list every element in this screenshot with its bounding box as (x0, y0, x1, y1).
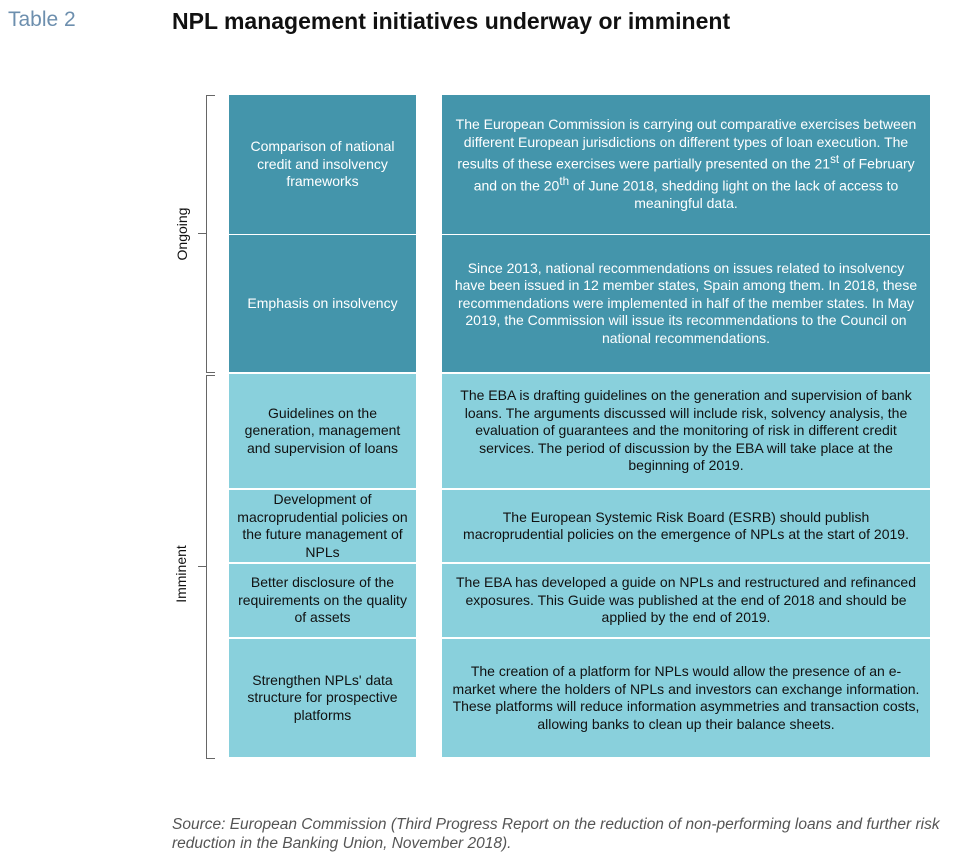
group-label-ongoing: Ongoing (174, 207, 190, 261)
initiative-cell: Strengthen NPLs' data structure for prospective platforms (229, 639, 416, 757)
initiative-cell: Development of macroprudential policies on the future management of NPLs (229, 490, 416, 562)
group-label-imminent: Imminent (173, 545, 189, 603)
source-note: Source: European Commission (Third Progress Report on the reduction of non-performing loans and further risk reduction in the Banking Union, November 2018). (172, 816, 940, 852)
description-cell: The European Systemic Risk Board (ESRB) should publish macroprudential policies on the emergence of NPLs at the start of 2019. (442, 490, 930, 562)
ongoing-bracket (206, 95, 215, 373)
initiative-cell: Comparison of national credit and insolvency frameworks (229, 95, 416, 234)
imminent-bracket-tick (198, 566, 206, 567)
table-number: Table 2 (8, 8, 76, 31)
initiative-cell: Guidelines on the generation, management and supervision of loans (229, 374, 416, 488)
initiative-cell: Better disclosure of the requirements on the quality of assets (229, 564, 416, 637)
page-title: NPL management initiatives underway or imminent (172, 8, 731, 34)
description-cell: The European Commission is carrying out comparative exercises between different European jurisdictions on different types of loan execution. The results of these exercises were partially presented on the 21st of February and on the 20th of June 2018, shedding light on the lack of access to meaningful data. (442, 95, 930, 234)
description-cell: The EBA is drafting guidelines on the generation and supervision of bank loans. The arguments discussed will include risk, solvency analysis, the evaluation of guarantees and the monitoring of risk in different credit services. The period of discussion by the EBA will take place at the beginning of 2019. (442, 374, 930, 488)
initiative-cell: Emphasis on insolvency (229, 235, 416, 372)
description-cell: The EBA has developed a guide on NPLs and restructured and refinanced exposures. This Guide was published at the end of 2018 and should be applied by the end of 2019. (442, 564, 930, 637)
description-cell: The creation of a platform for NPLs would allow the presence of an e-market where the holders of NPLs and investors can exchange information. These platforms will reduce information asymmetries and transaction costs, allowing banks to clean up their balance sheets. (442, 639, 930, 757)
imminent-bracket (206, 375, 215, 759)
ongoing-bracket-tick (198, 233, 206, 234)
description-cell: Since 2013, national recommendations on issues related to insolvency have been issued in 12 member states, Spain among them. In 2018, these recommendations were implemented in half of the member states. In May 2019, the Commission will issue its recommendations to the Council on national recommendations. (442, 235, 930, 372)
